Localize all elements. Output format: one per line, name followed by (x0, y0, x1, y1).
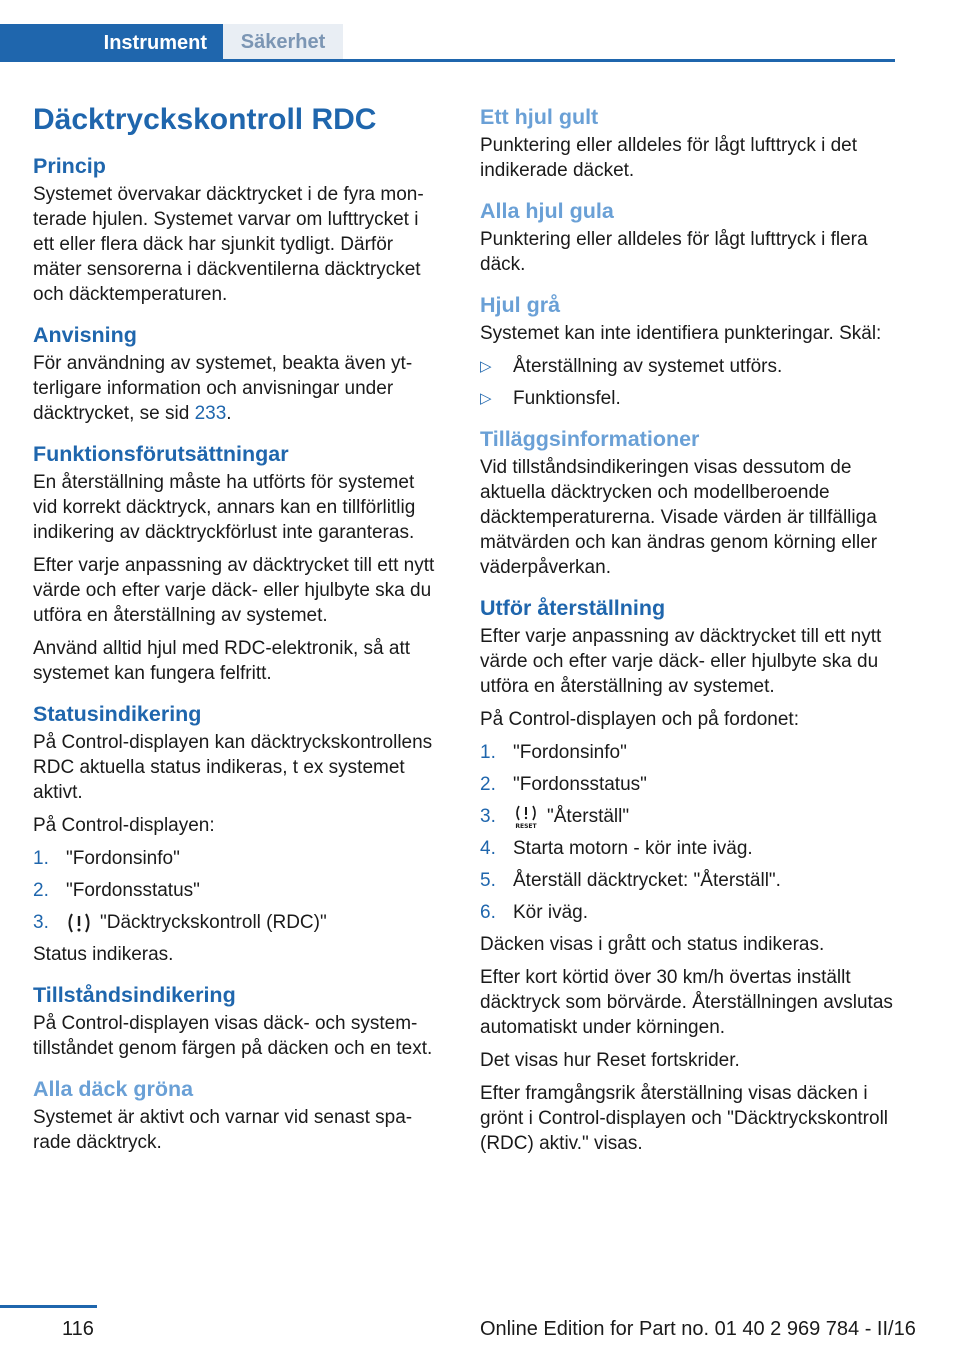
step-number: 5. (480, 870, 496, 891)
heading-princip: Princip (33, 154, 106, 178)
heading-alla-dack-grona: Alla däck gröna (33, 1077, 194, 1101)
list-item (480, 772, 895, 797)
list-item (480, 740, 895, 765)
step-number: 3. (480, 806, 496, 827)
list-item (480, 354, 895, 379)
paragraph-alla-hjul-gula: Punktering eller alldeles för lågt lufttryck i flera däck. (480, 229, 868, 275)
list-item (480, 900, 895, 925)
reason-text: Funktionsfel. (513, 388, 621, 409)
paragraph-princip: Systemet övervakar däcktrycket i de fyra monterade hjulen. Systemet varvar om lufttrycket i ett eller flera däck har sjunkit tydligt. Därför mäter sensorerna i däckventilerna däcktrycket och däcktemperaturen. (33, 184, 424, 305)
paragraph-reset-2: På Control-displayen och på fordonet: (480, 709, 799, 730)
step-number: 2. (480, 774, 496, 795)
edition-note: Online Edition for Part no. 01 40 2 969 784 - II/16 (480, 1318, 916, 1340)
page-title: Däcktryckskontroll RDC (33, 103, 377, 136)
right-column (480, 103, 895, 1164)
paragraph-reset-5: Det visas hur Reset fortskrider. (480, 1050, 740, 1071)
tire-pressure-warning-icon (66, 911, 92, 935)
list-item (33, 878, 443, 903)
anvisning-period: . (226, 403, 232, 424)
paragraph-hjul-gra: Systemet kan inte identifiera punkteringar. Skäl: (480, 323, 882, 344)
list-item (480, 386, 895, 411)
step-text: "Fordonsstatus" (513, 774, 647, 795)
paragraph-reset-6: Efter framgångsrik återställning visas däcken i grönt i Control-displayen och "Däcktryckskontroll (RDC) aktiv." visas. (480, 1083, 889, 1154)
tire-pressure-reset-icon (513, 805, 539, 829)
heading-funktionsforutsattningar: Funktionsförutsättningar (33, 442, 289, 466)
heading-statusindikering: Statusindikering (33, 702, 202, 726)
step-text: "Återställ" (547, 806, 630, 827)
left-column (33, 100, 443, 1163)
header-tabs (0, 24, 895, 62)
step-text: Återställ däcktrycket: "Återställ". (513, 870, 781, 891)
anvisning-text: För användning av systemet, beakta även ytterligare information och anvisningar under däcktrycket, se sid (33, 353, 413, 424)
page-link-233[interactable]: 233 (194, 403, 227, 424)
paragraph-funk-2: Efter varje anpassning av däcktrycket till ett nytt värde och efter varje däck- eller hjulbyte ska du utföra en återställning av systemet. (33, 555, 435, 626)
paragraph-funk-1: En återställning måste ha utförts för systemet vid korrekt däcktryck, annars kan en tillförlitlig indikering av däcktryckförlust inte garanteras. (33, 472, 416, 543)
reset-icon-label: RESET (515, 822, 537, 829)
step-number: 1. (480, 742, 496, 763)
paragraph-tillstand: På Control-displayen visas däck- och systemtillståndet genom färgen på däcken och en text. (33, 1013, 433, 1059)
footer-rule (0, 1305, 97, 1308)
paragraph-funk-3: Använd alltid hjul med RDC-elektronik, så att systemet kan fungera felfritt. (33, 638, 411, 684)
list-item (480, 836, 895, 861)
paragraph-status-2: På Control-displayen: (33, 815, 215, 836)
step-text: "Fordonsinfo" (513, 742, 627, 763)
paragraph-reset-1: Efter varje anpassning av däcktrycket till ett nytt värde och efter varje däck- eller hjulbyte ska du utföra en återställning av systemet. (480, 626, 882, 697)
page-number: 116 (62, 1318, 94, 1340)
paragraph-alla-dack-grona: Systemet är aktivt och varnar vid senast sparade däcktryck. (33, 1107, 413, 1153)
triangle-bullet-icon: ▷ (480, 358, 492, 375)
triangle-bullet-icon: ▷ (480, 390, 492, 407)
step-number: 2. (33, 880, 49, 901)
step-number: 1. (33, 848, 49, 869)
step-text: Starta motorn - kör inte iväg. (513, 838, 753, 859)
status-steps-list (33, 846, 443, 935)
step-text: "Däcktryckskontroll (RDC)" (100, 912, 327, 933)
list-item (33, 846, 443, 871)
heading-ett-hjul-gult: Ett hjul gult (480, 105, 599, 129)
reasons-list (480, 354, 895, 411)
reset-steps-list (480, 740, 895, 925)
tab-instrument[interactable]: Instrument (0, 24, 223, 62)
heading-hjul-gra: Hjul grå (480, 293, 561, 317)
paragraph-tillaggsinformationer: Vid tillståndsindikeringen visas dessutom de aktuella däcktrycken och modellberoende däcktemperaturerna. Visade värden är tillfälliga mätvärden och kan ändras genom körning eller väderpåverkan. (480, 457, 878, 578)
paragraph-ett-hjul-gult: Punktering eller alldeles för lågt lufttryck i det indikerade däcket. (480, 135, 858, 181)
heading-alla-hjul-gula: Alla hjul gula (480, 199, 614, 223)
step-number: 6. (480, 902, 496, 923)
paragraph-status-1: På Control-displayen kan däcktryckskontrollens RDC aktuella status indikeras, t ex systemet aktivt. (33, 732, 433, 803)
step-text: "Fordonsstatus" (66, 880, 200, 901)
paragraph-reset-4: Efter kort körtid över 30 km/h övertas inställt däcktryck som börvärde. Återställningen avslutas automatiskt under körningen. (480, 967, 893, 1038)
list-item (33, 910, 443, 935)
step-number: 3. (33, 912, 49, 933)
step-number: 4. (480, 838, 496, 859)
heading-anvisning: Anvisning (33, 323, 137, 347)
heading-tillaggsinformationer: Tilläggsinformationer (480, 427, 700, 451)
header-rule (0, 59, 895, 62)
paragraph-anvisning (33, 351, 443, 426)
tab-sakerhet[interactable]: Säkerhet (223, 24, 343, 59)
paragraph-reset-3: Däcken visas i grått och status indikeras. (480, 934, 825, 955)
step-text: Kör iväg. (513, 902, 588, 923)
heading-utfor-aterstallning: Utför återställning (480, 596, 666, 620)
paragraph-status-3: Status indikeras. (33, 944, 174, 965)
list-item (480, 868, 895, 893)
list-item (480, 804, 895, 829)
heading-tillstandsindikering: Tillståndsindikering (33, 983, 236, 1007)
reason-text: Återställning av systemet utförs. (513, 356, 783, 377)
step-text: "Fordonsinfo" (66, 848, 180, 869)
